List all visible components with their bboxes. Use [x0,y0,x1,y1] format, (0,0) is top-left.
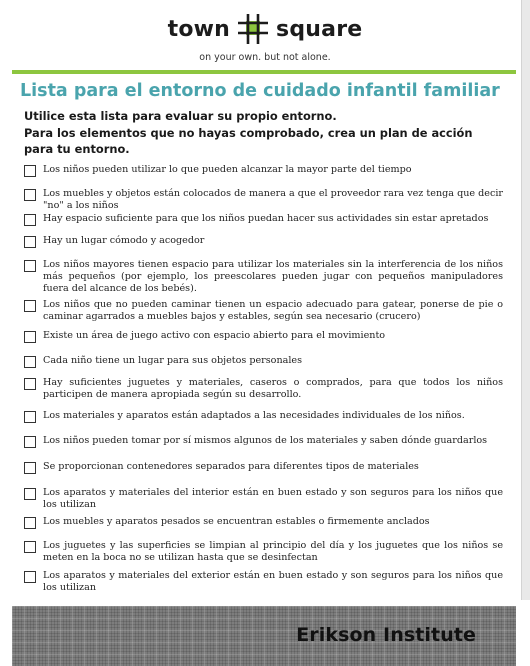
checklist-item [24,213,504,226]
checkbox[interactable] [24,517,36,529]
checkbox[interactable] [24,236,36,248]
checklist-item-text: Hay suficientes juguetes y materiales, caseros o comprados, para que todos los niños participen de manera apropiada según su desarrollo. [43,377,503,400]
checklist-item [24,164,504,177]
checkbox[interactable] [24,411,36,423]
checklist-item [24,188,504,212]
checkbox[interactable] [24,214,36,226]
checklist-item [24,540,504,564]
intro-text [24,108,504,158]
intro-line-1: Utilice esta lista para evaluar su propio entorno. [24,109,337,123]
checklist-item-text: Los niños que no pueden caminar tienen un espacio adecuado para gatear, ponerse de pie o caminar agarrados a muebles bajos y estables, según sea necesario (crucero) [43,299,503,322]
checklist-item [24,516,504,529]
page-edge [521,0,530,600]
checklist-item-text: Los muebles y aparatos pesados se encuentran estables o firmemente anclados [43,516,430,527]
town-square-mark-icon [236,12,270,46]
checkbox[interactable] [24,300,36,312]
checklist-item [24,461,504,474]
intro-line-2: Para los elementos que no hayas comprobado, crea un plan de acción para tu entorno. [24,125,473,156]
logo-word-right: square [276,16,363,42]
checklist-item [24,487,504,511]
checkbox[interactable] [24,189,36,201]
checklist-item-text: Los aparatos y materiales del exterior están en buen estado y son seguros para los niños que los utilizan [43,570,503,593]
page-title: Lista para el entorno de cuidado infantil familiar [20,81,500,101]
green-divider [12,70,516,74]
checkbox[interactable] [24,541,36,553]
checklist-item-text: Los muebles y objetos están colocados de manera a que el proveedor rara vez tenga que decir "no" a los niños [43,188,503,211]
checklist-item-text: Cada niño tiene un lugar para sus objetos personales [43,355,303,366]
checkbox[interactable] [24,571,36,583]
checklist-item [24,435,504,448]
checklist-item-text: Los niños pueden tomar por sí mismos algunos de los materiales y saben dónde guardarlos [43,435,488,446]
checklist-item-text: Los materiales y aparatos están adaptados a las necesidades individuales de los niños. [43,410,465,421]
checklist-item [24,259,504,294]
checklist-item-text: Se proporcionan contenedores separados para diferentes tipos de materiales [43,461,419,472]
checklist-item-text: Los juguetes y las superficies se limpian al principio del día y los juguetes que los niños se meten en la boca no se utilizan hasta que se desinfectan [43,540,503,563]
town-square-logo [0,12,530,46]
footer-banner [12,606,516,666]
checklist-item-text: Los aparatos y materiales del interior están en buen estado y son seguros para los niños que los utilizan [43,487,503,510]
checklist-item-text: Hay un lugar cómodo y acogedor [43,235,205,246]
erikson-institute-logo: Erikson Institute [296,624,476,646]
checkbox[interactable] [24,488,36,500]
checkbox[interactable] [24,356,36,368]
checkbox[interactable] [24,260,36,272]
checkbox[interactable] [24,165,36,177]
checklist-item-text: Existe un área de juego activo con espacio abierto para el movimiento [43,330,386,341]
checklist-item [24,235,504,248]
checklist-item-text: Los niños mayores tienen espacio para utilizar los materiales sin la interferencia de los niños más pequeños (por ejemplo, los preescolares pueden jugar con pequeños manipuladores fuera del alcance de los bebés). [43,259,503,294]
checkbox[interactable] [24,331,36,343]
checklist-item [24,377,504,401]
checklist-item [24,299,504,323]
checklist-item [24,330,504,343]
checkbox[interactable] [24,462,36,474]
checklist-item-text: Los niños pueden utilizar lo que pueden alcanzar la mayor parte del tiempo [43,164,412,175]
checkbox[interactable] [24,378,36,390]
tagline: on your own. but not alone. [199,52,331,63]
checklist-item [24,570,504,594]
checklist-item [24,410,504,423]
logo-word-left: town [167,16,231,42]
checkbox[interactable] [24,436,36,448]
checklist-item [24,355,504,368]
checklist-item-text: Hay espacio suficiente para que los niños puedan hacer sus actividades sin estar apretados [43,213,489,224]
header [0,0,530,70]
